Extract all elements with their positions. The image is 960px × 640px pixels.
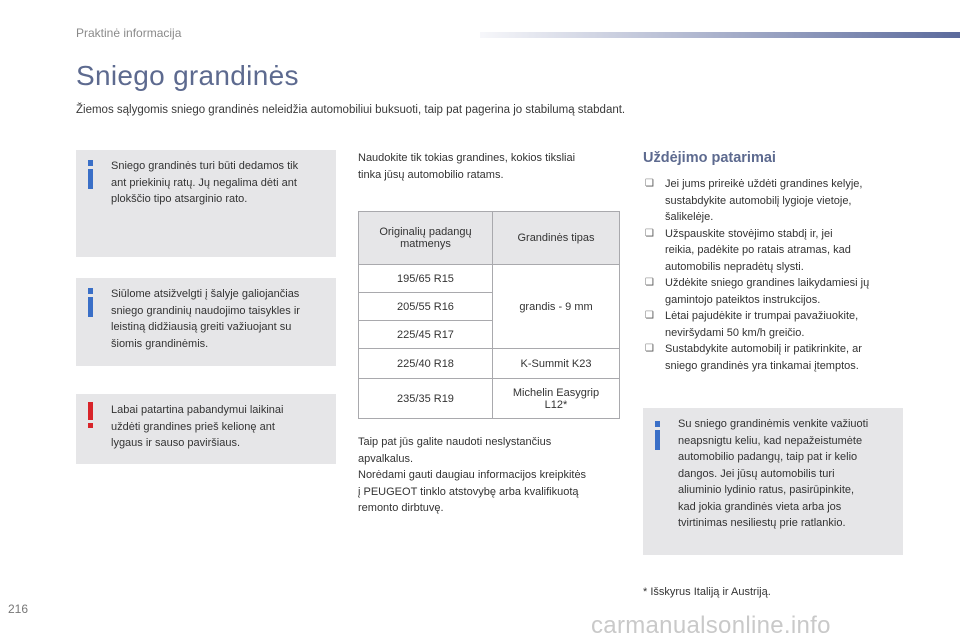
table-row <box>359 265 620 293</box>
checkbox-bullet-icon: ❏ <box>645 310 654 321</box>
note-line: lygaus ir sauso paviršiaus. <box>111 437 241 449</box>
checkbox-bullet-icon: ❏ <box>645 277 654 288</box>
info-icon-bar <box>88 169 93 189</box>
list-item <box>645 341 905 374</box>
chain-type-cell: K-Summit K23 <box>493 349 620 379</box>
list-item <box>645 308 905 341</box>
tyre-size-cell: 225/45 R17 <box>359 321 493 349</box>
note-line: kad jokia grandinės vieta arba jos <box>678 500 842 513</box>
tyre-size-cell: 225/40 R18 <box>359 349 493 379</box>
info-icon <box>88 288 93 294</box>
watermark: carmanualsonline.info <box>591 612 831 639</box>
note-line: neapsnigtu keliu, kad nepažeistumėte <box>678 434 863 447</box>
note-line: leistiną didžiausią greiti važiuojant su <box>111 321 292 333</box>
warning-note-test-fit <box>76 394 336 464</box>
note-line: Sniego grandinės turi būti dedamos tik <box>111 160 299 172</box>
warning-icon-bar <box>88 402 93 420</box>
note-line: automobilio padangų, taip pat ir kelio <box>678 451 858 463</box>
list-item <box>645 176 905 226</box>
note-line: šiomis grandinėmis. <box>111 337 209 350</box>
tips-title: Uždėjimo patarimai <box>643 150 776 166</box>
note-line: sniego grandinių naudojimo taisykles ir <box>111 304 300 317</box>
tip-line: sniego grandinės yra tinkamai įtemptos. <box>665 359 859 372</box>
intro-paragraph: Žiemos sąlygomis sniego grandinės neleidžia automobiliui buksuoti, taip pat pagerina jo stabilumą stabdant. <box>76 104 626 116</box>
note-line: Labai patartina pabandymui laikinai <box>111 404 284 416</box>
column-header-chain-type: Grandinės tipas <box>493 212 620 265</box>
note-line: tvirtinimas nesiliestų prie ratlankio. <box>678 517 846 529</box>
snow-chain-table <box>358 211 620 419</box>
tip-line: Uždėkite sniego grandines laikydamiesi jų <box>665 277 870 289</box>
chain-type-cell: grandis - 9 mm <box>493 265 620 349</box>
list-item <box>645 226 905 276</box>
section-label: Praktinė informacija <box>76 26 182 40</box>
header-line: matmenys <box>400 238 451 250</box>
text-line: Norėdami gauti daugiau informacijos kreipkitės <box>358 469 587 481</box>
note-line: plokščio tipo atsarginio rato. <box>111 193 248 205</box>
table-row <box>359 379 620 419</box>
tip-line: šalikelėje. <box>665 211 714 223</box>
info-note-regulations <box>76 278 336 366</box>
note-line: Siūlome atsižvelgti į šalyje galiojančias <box>111 288 300 300</box>
text-line: tinka jūsų automobilio ratams. <box>358 168 504 181</box>
page-number: 216 <box>8 602 29 616</box>
note-line: uždėti grandines prieš kelionę ant <box>111 420 275 433</box>
cell-line: Michelin Easygrip <box>512 386 600 399</box>
table-row <box>359 349 620 379</box>
info-icon-bar <box>88 297 93 317</box>
tip-line: sustabdykite automobilį lygioje vietoje, <box>665 194 852 207</box>
chain-type-cell <box>493 379 620 419</box>
table-lead-text <box>358 150 628 183</box>
text-line: Taip pat jūs galite naudoti neslystančius <box>358 436 552 448</box>
tip-line: Lėtai pajudėkite ir trumpai pavažiuokite, <box>665 310 859 322</box>
tip-line: Užspauskite stovėjimo stabdį ir, jei <box>665 227 833 240</box>
tip-line: Sustabdykite automobilį ir patikrinkite, ar <box>665 343 862 355</box>
column-header-tyre-size <box>359 212 493 265</box>
tip-line: reikia, padėkite po ratais atramas, kad <box>665 244 851 256</box>
checkbox-bullet-icon: ❏ <box>645 343 654 354</box>
info-note-avoid-bare-roads <box>643 408 903 555</box>
checkbox-bullet-icon: ❏ <box>645 227 654 239</box>
note-line: Su sniego grandinėmis venkite važiuoti <box>678 418 869 430</box>
info-note-front-wheels <box>76 150 336 257</box>
tips-list <box>645 176 905 374</box>
info-icon <box>655 421 660 427</box>
text-line: Naudokite tik tokias grandines, kokios tiksliai <box>358 152 576 164</box>
header-accent-line <box>480 32 960 38</box>
tip-line: neviršydami 50 km/h greičio. <box>665 326 805 339</box>
note-line: aliuminio lydinio ratus, pasirūpinkite, <box>678 484 855 496</box>
note-line: ant priekinių ratų. Jų negalima dėti ant <box>111 176 297 189</box>
info-icon <box>88 160 93 166</box>
text-line: remonto dirbtuvę. <box>358 502 444 514</box>
table-header-row <box>359 212 620 265</box>
info-icon-bar <box>655 430 660 450</box>
warning-icon <box>88 423 93 428</box>
header-line: Originalių padangų <box>379 226 472 238</box>
note-line: dangos. Jei jūsų automobilis turi <box>678 467 835 480</box>
footnote: * Išskyrus Italiją ir Austriją. <box>643 586 771 598</box>
tip-line: gamintojo pateiktos instrukcijos. <box>665 293 821 306</box>
cell-line: L12* <box>544 398 568 411</box>
text-line: apvalkalus. <box>358 452 414 465</box>
tyre-size-cell: 195/65 R15 <box>359 265 493 293</box>
alternative-covers-text <box>358 434 638 517</box>
page-title: Sniego grandinės <box>76 60 299 91</box>
tyre-size-cell: 205/55 R16 <box>359 293 493 321</box>
checkbox-bullet-icon: ❏ <box>645 178 654 189</box>
text-line: į PEUGEOT tinklo atstovybę arba kvalifikuotą <box>358 485 579 498</box>
list-item <box>645 275 905 308</box>
tip-line: Jei jums prireikė uždėti grandines kelyje, <box>665 178 863 190</box>
tyre-size-cell: 235/35 R19 <box>359 379 493 419</box>
tip-line: automobilis nepradėtų slysti. <box>665 260 804 273</box>
